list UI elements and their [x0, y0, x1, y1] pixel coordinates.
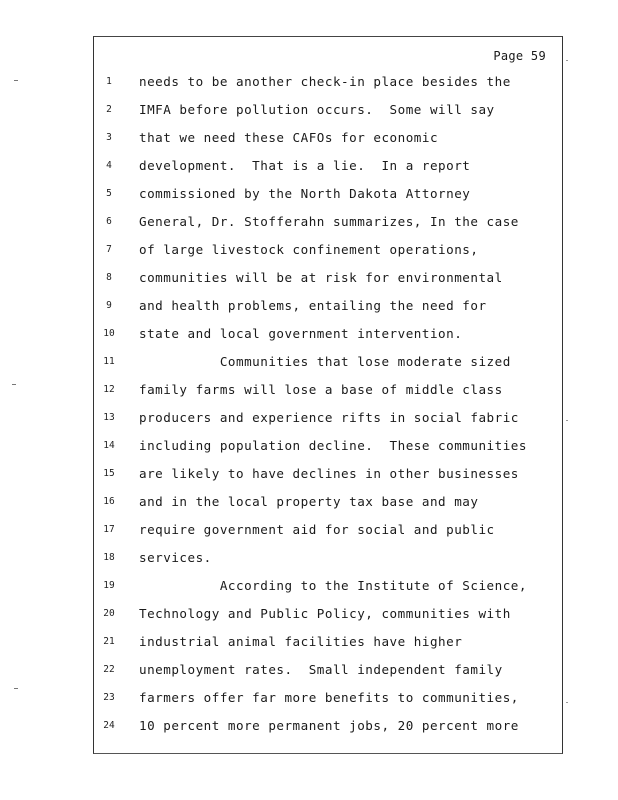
transcript-line: [94, 157, 562, 177]
line-number: 24: [103, 720, 115, 731]
line-text: are likely to have declines in other businesses: [139, 466, 519, 481]
transcript-line: [94, 129, 562, 149]
line-number: 23: [103, 692, 115, 703]
line-text: According to the Institute of Science,: [139, 578, 527, 593]
line-number: 11: [103, 356, 115, 367]
transcript-line: [94, 213, 562, 233]
line-number: 7: [106, 244, 112, 255]
transcript-line: [94, 381, 562, 401]
page-border: [93, 36, 563, 754]
transcript-line: [94, 297, 562, 317]
line-number: 8: [106, 272, 112, 283]
line-text: and in the local property tax base and may: [139, 494, 479, 509]
line-number: 1: [106, 76, 112, 87]
scan-mark: [12, 384, 16, 385]
line-number: 4: [106, 160, 112, 171]
transcript-line: [94, 465, 562, 485]
line-text: and health problems, entailing the need for: [139, 298, 487, 313]
line-text: 10 percent more permanent jobs, 20 percent more: [139, 718, 519, 733]
scan-mark: [14, 688, 18, 689]
line-number: 9: [106, 300, 112, 311]
line-text: farmers offer far more benefits to communities,: [139, 690, 519, 705]
line-number: 13: [103, 412, 115, 423]
transcript-line: [94, 493, 562, 513]
line-number: 2: [106, 104, 112, 115]
transcript-line: [94, 101, 562, 121]
line-text: of large livestock confinement operations,: [139, 242, 479, 257]
scan-speck: [566, 702, 568, 703]
page-number: Page 59: [493, 49, 546, 63]
line-number: 22: [103, 664, 115, 675]
transcript-line: [94, 409, 562, 429]
line-number: 12: [103, 384, 115, 395]
transcript-line: [94, 521, 562, 541]
transcript-line: [94, 689, 562, 709]
line-text: including population decline. These communities: [139, 438, 527, 453]
transcript-line: [94, 605, 562, 625]
line-text: communities will be at risk for environmental: [139, 270, 503, 285]
transcript-line: [94, 661, 562, 681]
transcript-line: [94, 633, 562, 653]
transcript-line: [94, 185, 562, 205]
transcript-line: [94, 437, 562, 457]
line-number: 20: [103, 608, 115, 619]
line-text: unemployment rates. Small independent family: [139, 662, 503, 677]
line-text: industrial animal facilities have higher: [139, 634, 463, 649]
line-number: 14: [103, 440, 115, 451]
line-text: development. That is a lie. In a report: [139, 158, 471, 173]
line-number: 3: [106, 132, 112, 143]
transcript-line: [94, 269, 562, 289]
scan-speck: [566, 420, 568, 421]
line-text: that we need these CAFOs for economic: [139, 130, 439, 145]
line-number: 16: [103, 496, 115, 507]
transcript-line: [94, 73, 562, 93]
line-number: 6: [106, 216, 112, 227]
line-number: 15: [103, 468, 115, 479]
line-text: services.: [139, 550, 212, 565]
line-text: needs to be another check-in place besides the: [139, 74, 511, 89]
line-text: IMFA before pollution occurs. Some will say: [139, 102, 495, 117]
scan-mark: [14, 80, 18, 81]
line-number: 17: [103, 524, 115, 535]
line-number: 21: [103, 636, 115, 647]
transcript-line: [94, 325, 562, 345]
line-number: 19: [103, 580, 115, 591]
line-number: 5: [106, 188, 112, 199]
scan-speck: [566, 60, 568, 61]
line-number: 18: [103, 552, 115, 563]
line-text: require government aid for social and public: [139, 522, 495, 537]
line-text: Communities that lose moderate sized: [139, 354, 511, 369]
transcript-line: [94, 577, 562, 597]
transcript-line: [94, 549, 562, 569]
line-text: state and local government intervention.: [139, 326, 463, 341]
line-text: commissioned by the North Dakota Attorney: [139, 186, 471, 201]
line-text: Technology and Public Policy, communities with: [139, 606, 511, 621]
transcript-line: [94, 717, 562, 737]
line-text: producers and experience rifts in social fabric: [139, 410, 519, 425]
line-number: 10: [103, 328, 115, 339]
line-text: General, Dr. Stofferahn summarizes, In the case: [139, 214, 519, 229]
transcript-line: [94, 353, 562, 373]
transcript-line: [94, 241, 562, 261]
line-text: family farms will lose a base of middle class: [139, 382, 503, 397]
